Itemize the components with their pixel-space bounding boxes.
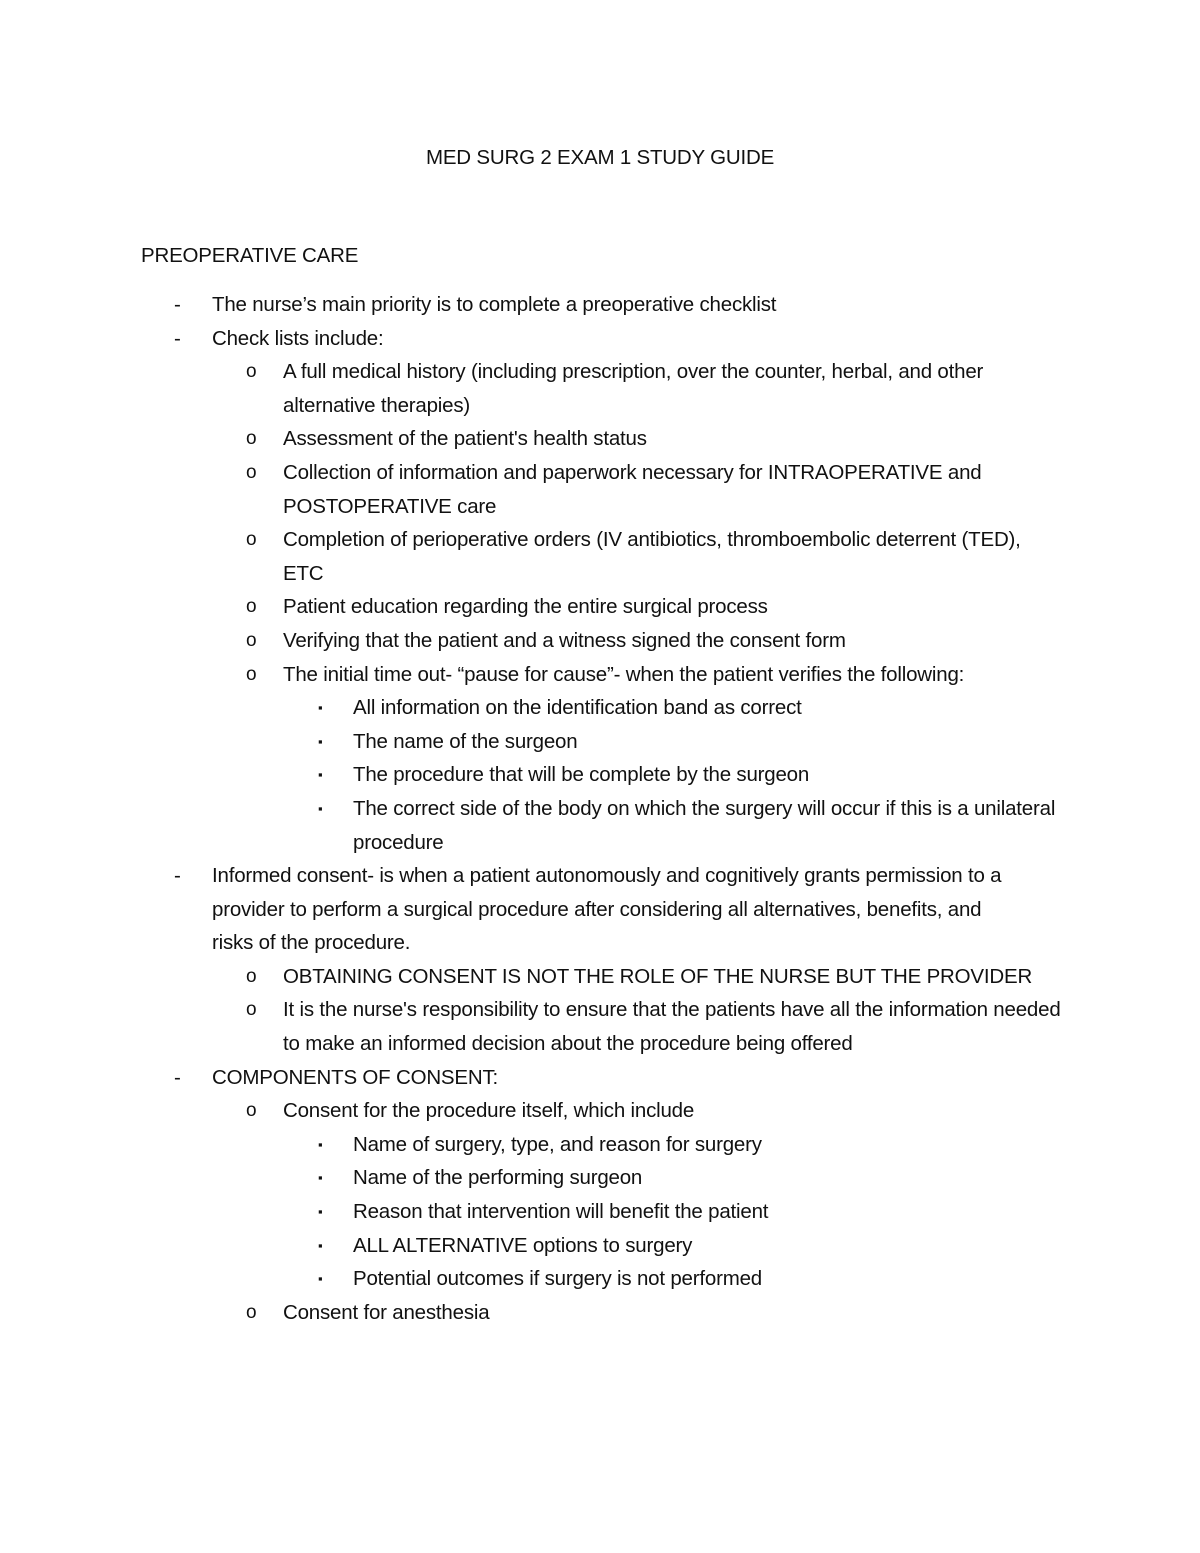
outline-list (0, 288, 1200, 1329)
list-item (0, 1229, 1063, 1263)
document-title: MED SURG 2 EXAM 1 STUDY GUIDE (425, 146, 775, 169)
bullet-dash-icon: - (174, 864, 181, 888)
list-item (0, 725, 1063, 759)
list-item (0, 960, 1063, 994)
list-item-text: Name of the performing surgeon (353, 1166, 643, 1190)
list-item-text: Potential outcomes if surgery is not performed (353, 1267, 762, 1291)
bullet-circle-icon: o (246, 461, 257, 483)
bullet-dash-icon: - (174, 1065, 181, 1089)
list-item (0, 590, 1063, 624)
bullet-square-icon: ▪ (318, 1136, 323, 1152)
bullet-square-icon: ▪ (318, 1237, 323, 1253)
bullet-circle-icon: o (246, 596, 257, 618)
list-item (0, 523, 1063, 590)
bullet-circle-icon: o (246, 965, 257, 987)
list-item (0, 1128, 1063, 1162)
list-item-text: Consent for the procedure itself, which include (283, 1099, 695, 1123)
bullet-circle-icon: o (246, 361, 257, 383)
list-item (0, 792, 1063, 859)
bullet-square-icon: ▪ (318, 1170, 323, 1186)
bullet-circle-icon: o (246, 629, 257, 651)
list-item (0, 288, 1012, 322)
list-item-text: The correct side of the body on which the surgery will occur if this is a unilateral procedure (353, 796, 1056, 854)
list-item (0, 1061, 1012, 1095)
bullet-circle-icon: o (246, 1301, 257, 1323)
list-item (0, 1195, 1063, 1229)
bullet-square-icon: ▪ (318, 767, 323, 783)
list-item (0, 422, 1063, 456)
list-item (0, 993, 1063, 1060)
list-item (0, 1161, 1063, 1195)
list-item (0, 355, 1063, 422)
bullet-square-icon: ▪ (318, 1204, 323, 1220)
list-item-text: The procedure that will be complete by the surgeon (353, 763, 810, 787)
list-item (0, 624, 1063, 658)
list-item (0, 322, 1012, 356)
bullet-square-icon: ▪ (318, 733, 323, 749)
list-item (0, 859, 1012, 960)
list-item-text: COMPONENTS OF CONSENT: (212, 1065, 499, 1089)
bullet-square-icon: ▪ (318, 1271, 323, 1287)
list-item (0, 758, 1063, 792)
list-item-text: All information on the identification band as correct (353, 696, 802, 720)
list-item-text: Patient education regarding the entire surgical process (283, 595, 768, 619)
list-item-text: It is the nurse's responsibility to ensure that the patients have all the information needed to make an informed decision about the procedure being offered (283, 998, 1061, 1056)
list-item (0, 456, 1063, 523)
list-item-text: The nurse’s main priority is to complete a preoperative checklist (212, 293, 777, 316)
bullet-square-icon: ▪ (318, 800, 323, 816)
list-item (0, 1296, 1063, 1330)
list-item-text: A full medical history (including prescription, over the counter, herbal, and other alternative therapies) (283, 360, 984, 417)
bullet-circle-icon: o (246, 1100, 257, 1122)
list-item (0, 1262, 1063, 1296)
list-item (0, 658, 1063, 692)
bullet-square-icon: ▪ (318, 700, 323, 716)
list-item-text: Informed consent- is when a patient autonomously and cognitively grants permission to a provider to perform a surgical procedure after considering all alternatives, benefits, and risks of the procedure. (212, 864, 1002, 955)
section-heading: PREOPERATIVE CARE (141, 244, 359, 267)
list-item-text: Reason that intervention will benefit the patient (353, 1200, 769, 1224)
bullet-circle-icon: o (246, 663, 257, 685)
list-item-text: The initial time out- “pause for cause”- when the patient verifies the following: (283, 662, 965, 686)
bullet-dash-icon: - (174, 293, 181, 316)
list-item-text: OBTAINING CONSENT IS NOT THE ROLE OF THE NURSE BUT THE PROVIDER (283, 964, 1033, 988)
list-item-text: The name of the surgeon (353, 729, 578, 753)
list-item-text: Collection of information and paperwork necessary for INTRAOPERATIVE and POSTOPERATIVE care (283, 460, 982, 518)
list-item (0, 1094, 1063, 1128)
list-item (0, 691, 1063, 725)
list-item-text: Check lists include: (212, 326, 384, 350)
bullet-circle-icon: o (246, 529, 257, 551)
bullet-circle-icon: o (246, 999, 257, 1021)
list-item-text: Name of surgery, type, and reason for surgery (353, 1132, 762, 1156)
list-item-text: Completion of perioperative orders (IV antibiotics, thromboembolic deterrent (TED), ETC (283, 528, 1021, 585)
list-item-text: Consent for anesthesia (283, 1300, 490, 1324)
list-item-text: Assessment of the patient's health status (283, 427, 647, 451)
bullet-dash-icon: - (174, 326, 181, 350)
list-item-text: Verifying that the patient and a witness signed the consent form (283, 628, 846, 652)
bullet-circle-icon: o (246, 428, 257, 450)
list-item-text: ALL ALTERNATIVE options to surgery (353, 1233, 693, 1257)
